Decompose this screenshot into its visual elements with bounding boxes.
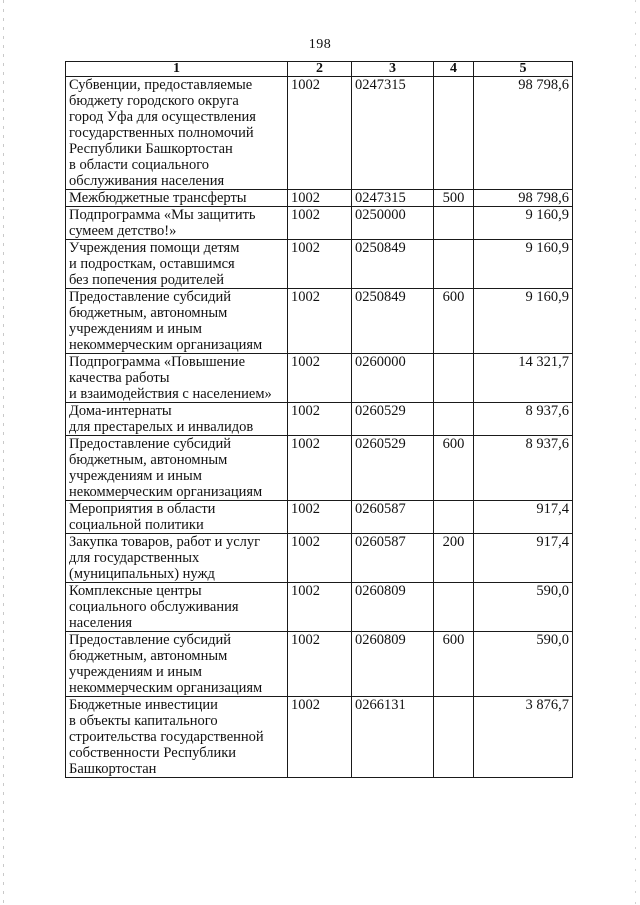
row-amount-cell: 917,4 — [474, 501, 573, 534]
row-kind-cell — [434, 77, 474, 190]
row-amount-cell: 8 937,6 — [474, 436, 573, 501]
row-kind-cell — [434, 501, 474, 534]
row-name-cell — [66, 501, 288, 534]
table-row — [66, 289, 573, 354]
row-kind-cell: 600 — [434, 289, 474, 354]
row-name-line: бюджетным, автономным — [69, 452, 228, 468]
table-row — [66, 501, 573, 534]
row-kind-cell — [434, 240, 474, 289]
row-kind-cell — [434, 403, 474, 436]
row-name-line: город Уфа для осуществления — [69, 109, 256, 125]
row-name-cell — [66, 632, 288, 697]
row-section-cell: 1002 — [288, 289, 352, 354]
scan-edge-left — [3, 0, 4, 905]
row-amount-cell: 917,4 — [474, 534, 573, 583]
row-target-cell: 0266131 — [352, 697, 434, 778]
row-name-line: Предоставление субсидий — [69, 289, 232, 305]
row-name-line: бюджетным, автономным — [69, 648, 228, 664]
row-name-line: Предоставление субсидий — [69, 632, 232, 648]
row-name-line: бюджетным, автономным — [69, 305, 228, 321]
row-name-line: для государственных — [69, 550, 200, 566]
row-name-line: Бюджетные инвестиции — [69, 697, 218, 713]
row-name-line: собственности Республики — [69, 745, 237, 761]
table-body — [66, 77, 573, 778]
row-name-cell — [66, 190, 288, 207]
row-amount-cell: 98 798,6 — [474, 77, 573, 190]
row-name-line: Мероприятия в области — [69, 501, 216, 517]
row-name-line: учреждениям и иным — [69, 468, 202, 484]
row-name-cell — [66, 289, 288, 354]
row-section-cell: 1002 — [288, 240, 352, 289]
row-name-line: качества работы — [69, 370, 170, 386]
row-amount-cell: 14 321,7 — [474, 354, 573, 403]
row-section-cell: 1002 — [288, 501, 352, 534]
row-name-line: учреждениям и иным — [69, 664, 202, 680]
row-amount-cell: 9 160,9 — [474, 289, 573, 354]
table-row — [66, 403, 573, 436]
budget-table — [65, 61, 573, 778]
row-amount-cell: 590,0 — [474, 632, 573, 697]
header-cell-1: 1 — [66, 62, 288, 77]
row-target-cell: 0260587 — [352, 501, 434, 534]
row-name-line: государственных полномочий — [69, 125, 254, 141]
row-kind-cell: 600 — [434, 632, 474, 697]
row-name-line: строительства государственной — [69, 729, 264, 745]
row-name-line: Республики Башкортостан — [69, 141, 233, 157]
row-name-cell — [66, 403, 288, 436]
row-target-cell: 0260529 — [352, 403, 434, 436]
row-kind-cell: 600 — [434, 436, 474, 501]
row-section-cell: 1002 — [288, 207, 352, 240]
row-target-cell: 0250849 — [352, 240, 434, 289]
row-name-line: и подросткам, оставшимся — [69, 256, 235, 272]
row-section-cell: 1002 — [288, 403, 352, 436]
row-target-cell: 0260529 — [352, 436, 434, 501]
row-section-cell: 1002 — [288, 436, 352, 501]
row-amount-cell: 98 798,6 — [474, 190, 573, 207]
row-name-cell — [66, 697, 288, 778]
table-header-row — [66, 62, 573, 77]
row-section-cell: 1002 — [288, 632, 352, 697]
row-name-cell — [66, 534, 288, 583]
row-name-line: социальной политики — [69, 517, 204, 533]
row-target-cell: 0260809 — [352, 632, 434, 697]
row-target-cell: 0250849 — [352, 289, 434, 354]
row-target-cell: 0247315 — [352, 190, 434, 207]
table-row — [66, 697, 573, 778]
row-name-line: и взаимодействия с населением» — [69, 386, 272, 402]
header-cell-5: 5 — [474, 62, 573, 77]
table-row — [66, 534, 573, 583]
row-target-cell: 0260000 — [352, 354, 434, 403]
table-row — [66, 190, 573, 207]
row-name-line: некоммерческим организациям — [69, 484, 263, 500]
row-kind-cell — [434, 697, 474, 778]
row-name-line: для престарелых и инвалидов — [69, 419, 254, 435]
row-name-line: Комплексные центры — [69, 583, 202, 599]
row-name-line: населения — [69, 615, 133, 631]
row-section-cell: 1002 — [288, 534, 352, 583]
row-name-line: сумеем детство!» — [69, 223, 177, 239]
row-name-line: бюджету городского округа — [69, 93, 239, 109]
row-name-line: Межбюджетные трансферты — [69, 190, 247, 206]
row-name-line: Закупка товаров, работ и услуг — [69, 534, 261, 550]
row-target-cell: 0260587 — [352, 534, 434, 583]
row-section-cell: 1002 — [288, 697, 352, 778]
table-row — [66, 207, 573, 240]
row-name-line: Дома-интернаты — [69, 403, 172, 419]
header-cell-2: 2 — [288, 62, 352, 77]
table-row — [66, 436, 573, 501]
header-cell-3: 3 — [352, 62, 434, 77]
table-row — [66, 354, 573, 403]
row-amount-cell: 9 160,9 — [474, 240, 573, 289]
row-section-cell: 1002 — [288, 77, 352, 190]
row-kind-cell — [434, 354, 474, 403]
row-target-cell: 0250000 — [352, 207, 434, 240]
row-target-cell: 0247315 — [352, 77, 434, 190]
row-name-line: в объекты капитального — [69, 713, 218, 729]
row-name-cell — [66, 583, 288, 632]
row-section-cell: 1002 — [288, 354, 352, 403]
scan-edge-right — [635, 0, 636, 905]
row-name-line: Предоставление субсидий — [69, 436, 232, 452]
row-name-line: Учреждения помощи детям — [69, 240, 240, 256]
row-kind-cell — [434, 583, 474, 632]
row-name-line: в области социального — [69, 157, 210, 173]
row-name-line: без попечения родителей — [69, 272, 224, 288]
row-amount-cell: 3 876,7 — [474, 697, 573, 778]
header-cell-4: 4 — [434, 62, 474, 77]
row-name-cell — [66, 354, 288, 403]
row-kind-cell — [434, 207, 474, 240]
row-name-cell — [66, 77, 288, 190]
row-kind-cell: 200 — [434, 534, 474, 583]
row-name-cell — [66, 207, 288, 240]
row-name-line: Подпрограмма «Повышение — [69, 354, 246, 370]
row-target-cell: 0260809 — [352, 583, 434, 632]
row-name-line: учреждениям и иным — [69, 321, 202, 337]
table-row — [66, 240, 573, 289]
row-section-cell: 1002 — [288, 190, 352, 207]
row-name-line: Башкортостан — [69, 761, 157, 777]
table-row — [66, 77, 573, 190]
row-amount-cell: 590,0 — [474, 583, 573, 632]
row-name-line: обслуживания населения — [69, 173, 225, 189]
row-name-line: социального обслуживания — [69, 599, 239, 615]
row-name-line: некоммерческим организациям — [69, 680, 263, 696]
row-name-line: Подпрограмма «Мы защитить — [69, 207, 256, 223]
page-number: 198 — [308, 37, 332, 52]
row-section-cell: 1002 — [288, 583, 352, 632]
row-amount-cell: 9 160,9 — [474, 207, 573, 240]
row-name-cell — [66, 436, 288, 501]
row-name-line: некоммерческим организациям — [69, 337, 263, 353]
row-name-line: (муниципальных) нужд — [69, 566, 215, 582]
row-amount-cell: 8 937,6 — [474, 403, 573, 436]
table-row — [66, 583, 573, 632]
table-row — [66, 632, 573, 697]
row-name-line: Субвенции, предоставляемые — [69, 77, 253, 93]
row-kind-cell: 500 — [434, 190, 474, 207]
row-name-cell — [66, 240, 288, 289]
